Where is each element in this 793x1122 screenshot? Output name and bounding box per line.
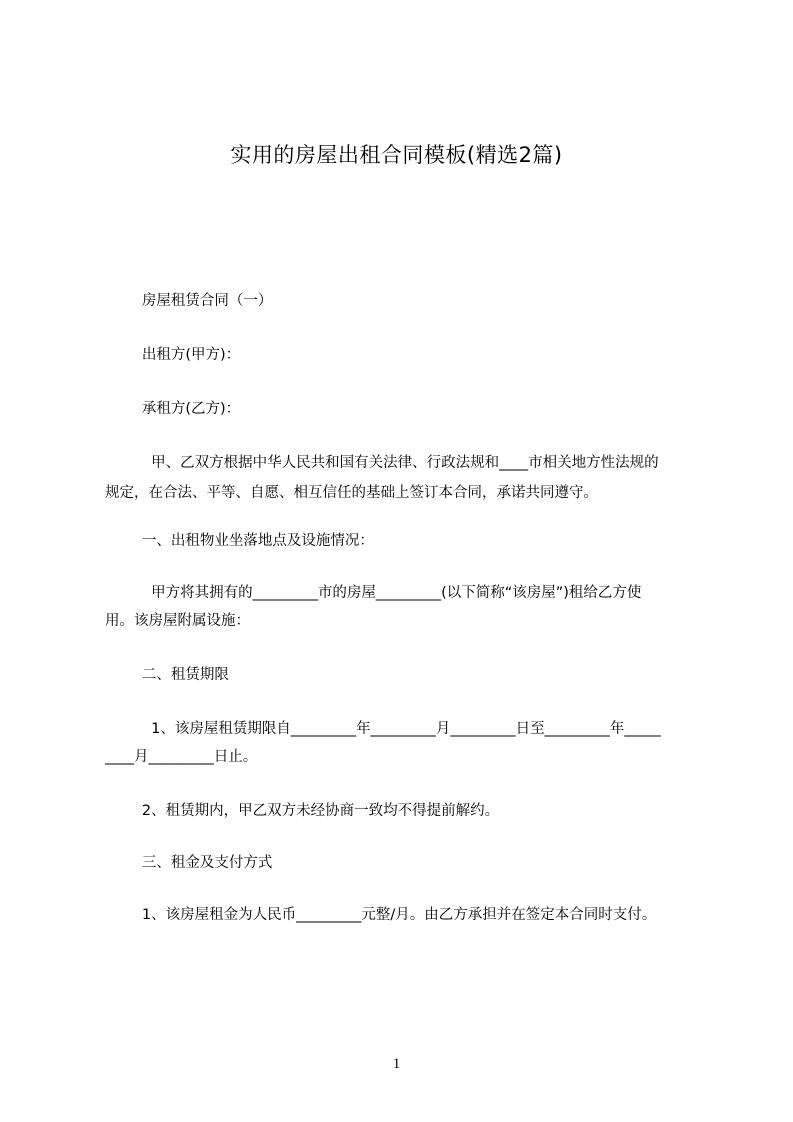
term-clause-1-line-2: ____月_________日止。 xyxy=(105,749,258,765)
term-clause-2: 2、租赁期内，甲乙双方未经协商一致均不得提前解约。 xyxy=(105,803,500,819)
section-heading-location: 一、出租物业坐落地点及设施情况： xyxy=(105,533,374,549)
preamble-line-2: 规定，在合法、平等、自愿、相互信任的基础上签订本合同，承诺共同遵守。 xyxy=(105,485,598,501)
section-heading-term: 二、租赁期限 xyxy=(105,667,229,683)
lessee-line: 承租方(乙方)： xyxy=(105,401,241,417)
lessor-line: 出租方(甲方)： xyxy=(105,347,241,363)
section-heading-contract-one: 房屋租赁合同（一） xyxy=(105,293,273,309)
location-line-2: 用。该房屋附属设施： xyxy=(105,613,250,629)
section-heading-rent: 三、租金及支付方式 xyxy=(105,855,273,871)
term-clause-1-line-1: 1、该房屋租赁期限自_________年_________月_________日至_________年_____ xyxy=(105,721,661,737)
rent-clause-1: 1、该房屋租金为人民币_________元整/月。由乙方承担并在签定本合同时支付。 xyxy=(105,907,657,923)
location-line-1: 甲方将其拥有的_________市的房屋_________(以下简称“该房屋”)租给乙方使 xyxy=(105,585,642,601)
document-title: 实用的房屋出租合同模板(精选2篇) xyxy=(230,143,563,167)
preamble-line-1: 甲、乙双方根据中华人民共和国有关法律、行政法规和____市相关地方性法规的 xyxy=(105,455,659,471)
page-number: 1 xyxy=(392,1056,401,1072)
